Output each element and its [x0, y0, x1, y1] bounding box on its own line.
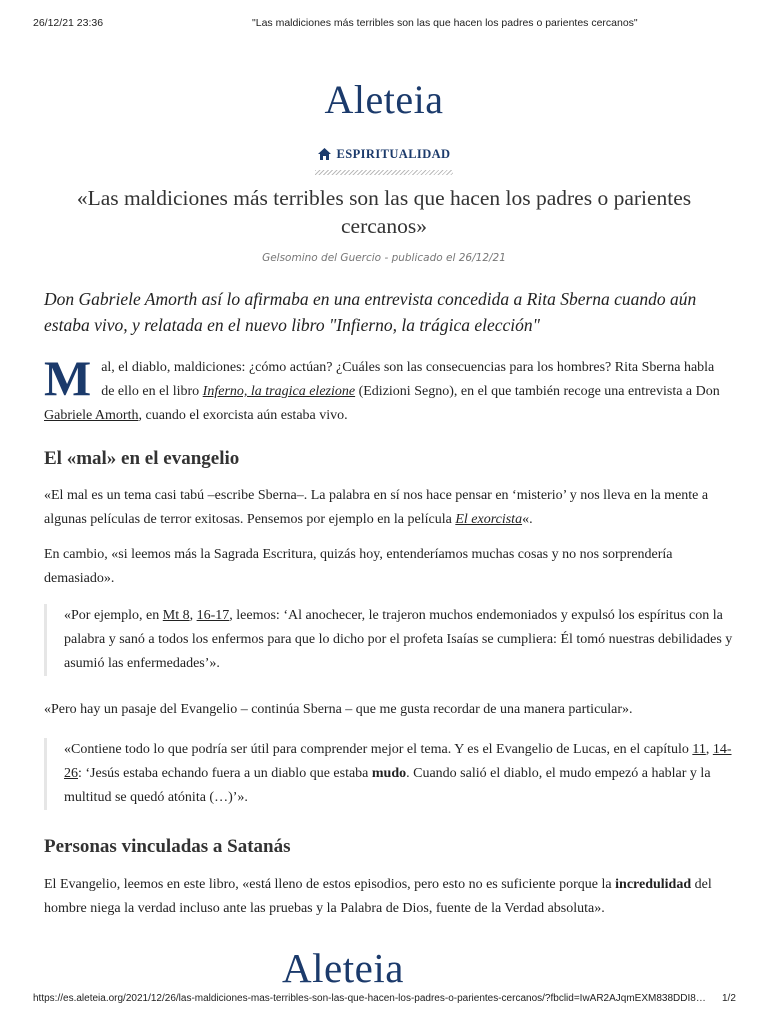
article-title: «Las maldiciones más terribles son las que hacen los padres o parientes cercanos»	[76, 186, 692, 238]
article-byline: Gelsomino del Guercio - publicado el 26/12/21	[262, 252, 506, 264]
site-logo[interactable]: Aleteia	[324, 77, 444, 122]
page-number: 1/2	[722, 993, 736, 1004]
book-link[interactable]: Inferno, la tragica elezione	[202, 384, 356, 399]
blockquote: «Contiene todo lo que podría ser útil para comprender mejor el tema. Y es el Evangelio de Lucas, en el capítulo 11, 14-26: ‘Jesús estaba echando fuera a un diablo que estaba mudo. Cuando salió el diablo, el mudo empezó a hablar y la multitud se quedó atónita (…)’».	[44, 738, 734, 810]
paragraph: «Pero hay un pasaje del Evangelio – continúa Sberna – que me gusta recordar de una manera particular».	[44, 702, 633, 717]
section-heading-personas: Personas vinculadas a Satanás	[44, 836, 291, 857]
print-url: https://es.aleteia.org/2021/12/26/las-maldiciones-mas-terribles-son-las-que-hacen-los-padres-o-parientes-cercanos/?fbclid=IwAR2AJqmEXM838DDI8…	[33, 993, 706, 1004]
home-icon	[318, 148, 331, 160]
scripture-link-11[interactable]: 11	[692, 742, 706, 757]
scripture-link-14-26[interactable]: 14-26	[64, 742, 732, 781]
title-divider	[315, 170, 453, 175]
paragraph: En cambio, «si leemos más la Sagrada Escritura, quizás hoy, entenderíamos muchas cosas y no nos sorprendería demasiado».	[44, 547, 673, 586]
intro-paragraph: Mal, el diablo, maldiciones: ¿cómo actúan? ¿Cuáles son las consecuencias para los hombres? Rita Sberna habla de ello en el libro Inferno, la tragica elezione (Edizioni Segno), en el que también recoge una entrevista a Don Gabriele Amorth, cuando el exorcista aún estaba vivo.	[44, 350, 720, 423]
category-link[interactable]	[0, 147, 768, 162]
section-heading-evangelio: El «mal» en el evangelio	[44, 448, 240, 469]
article-lead: Don Gabriele Amorth así lo afirmaba en una entrevista concedida a Rita Sberna cuando aún estaba vivo, y relatada en el nuevo libro "Infierno, la trágica elección"	[44, 289, 697, 335]
category-label: ESPIRITUALIDAD	[336, 147, 451, 161]
blockquote: «Por ejemplo, en Mt 8, 16-17, leemos: ‘Al anochecer, le trajeron muchos endemoniados y expulsó los espíritus con la palabra y sanó a todos los enfermos para que lo dicho por el profeta Isaías se cumpliera: Él tomó nuestras debilidades y asumió las enfermedades’».	[44, 604, 734, 676]
scripture-link-16-17[interactable]: 16-17	[196, 608, 230, 623]
paragraph: El Evangelio, leemos en este libro, «está lleno de estos episodios, pero esto no es suficiente porque la incredulidad del hombre niega la verdad incluso ante las pruebas y la Palabra de Dios, fuente de la Verdad absoluta».	[44, 877, 712, 916]
print-date: 26/12/21 23:36	[33, 17, 104, 29]
scripture-link-mt8[interactable]: Mt 8	[162, 608, 190, 623]
paragraph: «El mal es un tema casi tabú –escribe Sberna–. La palabra en sí nos hace pensar en ‘misterio’ y nos lleva en la mente a algunas películas de terror exitosas. Pensemos por ejemplo en la película El exorcista«.	[44, 488, 709, 527]
print-title: "Las maldiciones más terribles son las que hacen los padres o parientes cercanos"	[252, 17, 638, 29]
dropcap: M	[44, 350, 92, 406]
bottom-logo[interactable]: Aleteia	[282, 945, 404, 991]
exorcista-link[interactable]: El exorcista	[455, 512, 523, 527]
amorth-link[interactable]: Gabriele Amorth	[44, 408, 139, 423]
